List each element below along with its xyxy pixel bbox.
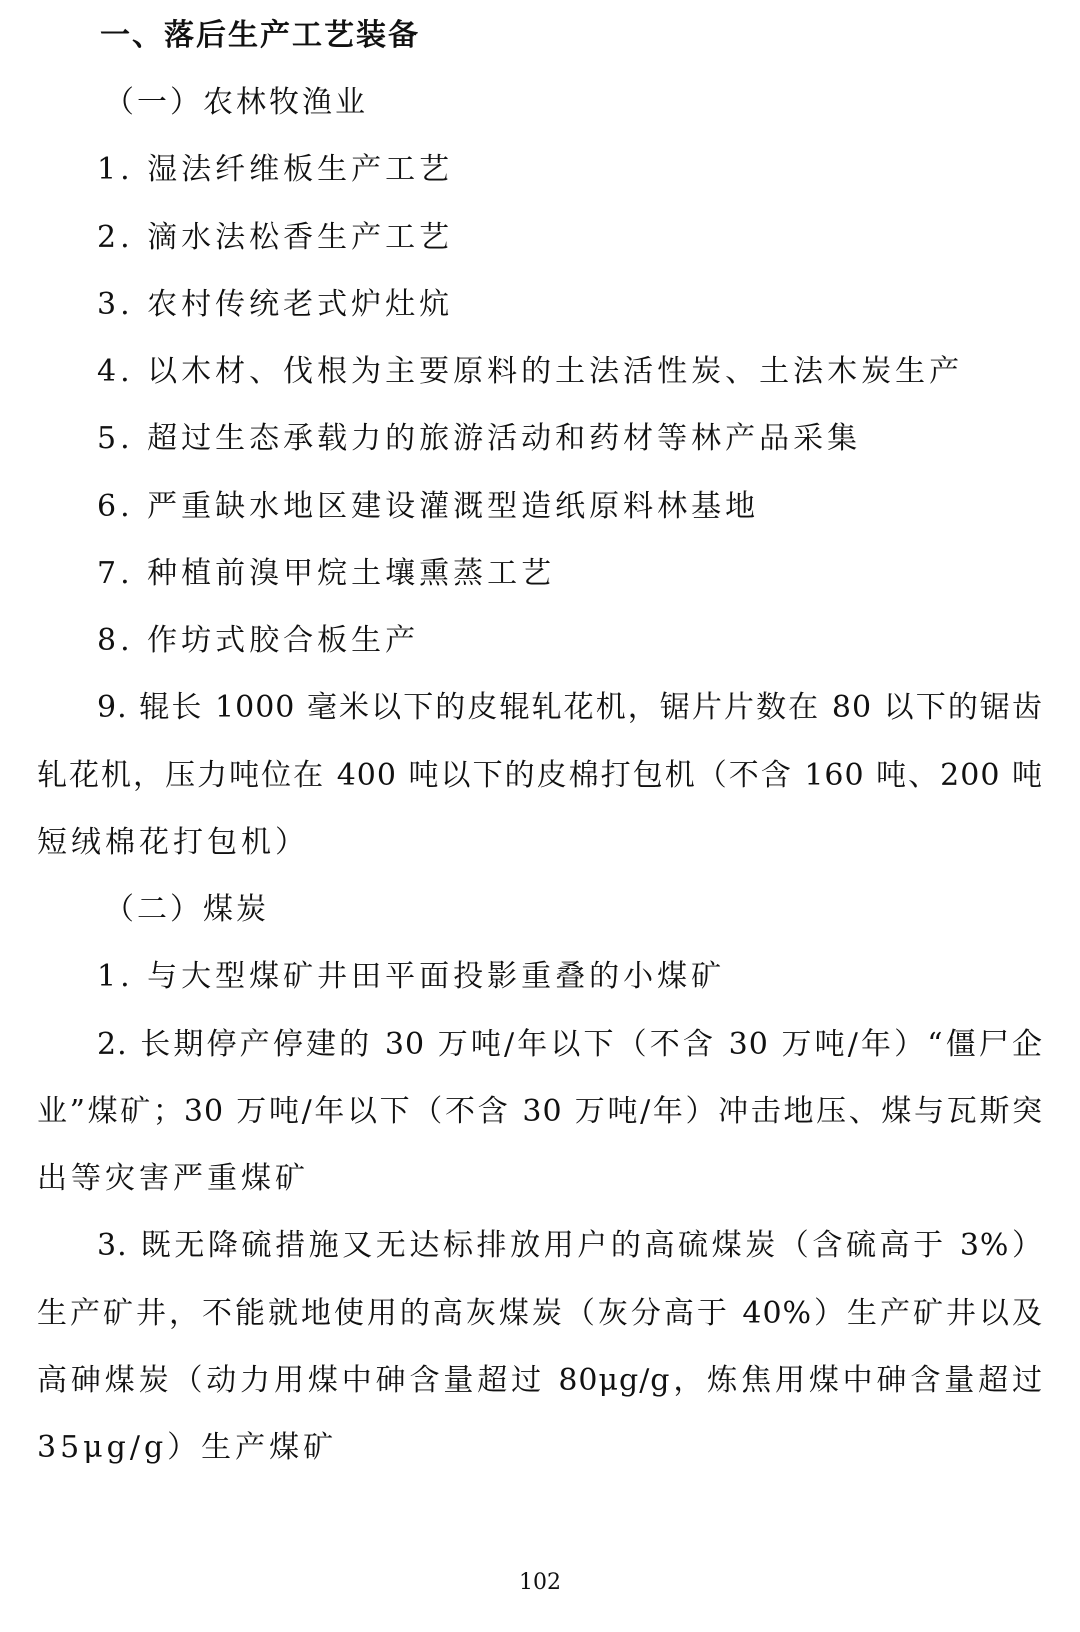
list-item: 7. 种植前溴甲烷土壤熏蒸工艺	[97, 556, 556, 591]
list-item-3-line-3: 高砷煤炭（动力用煤中砷含量超过 80μg/g，炼焦用煤中砷含量超过	[37, 1363, 1043, 1398]
page-number: 102	[519, 1570, 561, 1595]
list-item: 2. 滴水法松香生产工艺	[97, 220, 454, 255]
list-item: 8. 作坊式胶合板生产	[97, 623, 420, 658]
list-item-9-line-2: 轧花机，压力吨位在 400 吨以下的皮棉打包机（不含 160 吨、200 吨	[37, 758, 1043, 793]
list-item: 3. 农村传统老式炉灶炕	[97, 287, 454, 322]
list-item-9-line-1: 9. 辊长 1000 毫米以下的皮辊轧花机，锯片片数在 80 以下的锯齿	[97, 690, 1043, 725]
list-item-2-line-2: 业”煤矿；30 万吨/年以下（不含 30 万吨/年）冲击地压、煤与瓦斯突	[37, 1094, 1043, 1129]
list-item: 6. 严重缺水地区建设灌溉型造纸原料林基地	[97, 489, 760, 524]
list-item-3-line-1: 3. 既无降硫措施又无达标排放用户的高硫煤炭（含硫高于 3%）	[97, 1228, 1043, 1263]
list-item-3-line-4: 35μg/g）生产煤矿	[37, 1430, 338, 1465]
list-item-2-line-1: 2. 长期停产停建的 30 万吨/年以下（不含 30 万吨/年）“僵尸企	[97, 1027, 1043, 1062]
list-item: 5. 超过生态承载力的旅游活动和药材等林产品采集	[97, 421, 862, 456]
list-item: 1. 与大型煤矿井田平面投影重叠的小煤矿	[97, 959, 726, 994]
list-item: 4. 以木材、伐根为主要原料的土法活性炭、土法木炭生产	[97, 354, 964, 389]
list-item-9-line-3: 短绒棉花打包机）	[37, 825, 309, 860]
subsection-title-agriculture: （一）农林牧渔业	[104, 85, 368, 120]
section-heading: 一、落后生产工艺装备	[100, 18, 420, 53]
list-item-3-line-2: 生产矿井，不能就地使用的高灰煤炭（灰分高于 40%）生产矿井以及	[37, 1296, 1043, 1331]
list-item-2-line-3: 出等灾害严重煤矿	[37, 1161, 309, 1196]
subsection-title-coal: （二）煤炭	[104, 892, 269, 927]
list-item: 1. 湿法纤维板生产工艺	[97, 152, 454, 187]
